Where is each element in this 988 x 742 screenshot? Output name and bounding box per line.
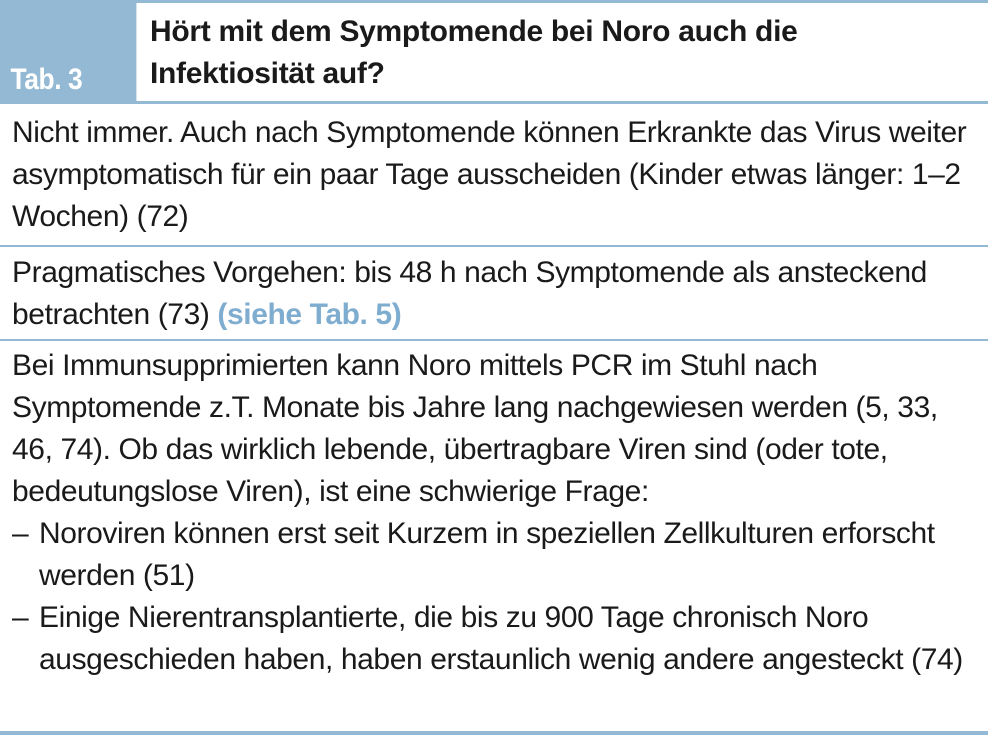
list-item-text: Einige Nierentransplantierte, die bis zu 900 Tage chronisch Noro ausgeschieden haben, haben erstaunlich wenig andere angesteckt (74) [39,601,963,676]
table-title-line-1: Hört mit dem Symptomende bei Noro auch die [150,15,798,48]
row-1-text: Nicht immer. Auch nach Symptomende können Erkrankte das Virus weiter asymptomatisch für ein paar Tage ausscheiden (Kinder etwas länger: 1–2 Wochen) (72) [12,116,967,233]
bullet-dash: – [12,601,29,634]
bullet-dash: – [12,517,29,550]
table-row-1 [0,110,988,247]
row-2-text: Pragmatisches Vorgehen: bis 48 h nach Symptomende als ansteckend betrachten (73) [12,256,927,331]
cross-reference-link[interactable]: (siehe Tab. 5) [217,298,402,331]
table-header [0,0,988,104]
table-row-3 [0,343,988,735]
table-number-label: Tab. 3 [0,3,136,101]
bottom-rule [0,731,988,734]
table-title-line-2: Infektiosität auf? [150,57,385,90]
table-title [150,11,970,95]
list-item-text: Noroviren können erst seit Kurzem in speziellen Zellkulturen erforscht werden (51) [39,517,935,592]
row-3-intro: Bei Immunsupprimierten kann Noro mittels PCR im Stuhl nach Symptomende z.T. Monate bis Jahre lang nachgewiesen werden (5, 33, 46, 74). Ob das wirklich lebende, übertragbare Viren sind (oder tote, bedeutungslose Viren), ist eine schwierige Frage: [12,349,938,508]
list-item [12,597,982,681]
list-item [12,513,982,597]
table-row-2 [0,249,988,341]
row-2-text-wrap [12,252,982,336]
